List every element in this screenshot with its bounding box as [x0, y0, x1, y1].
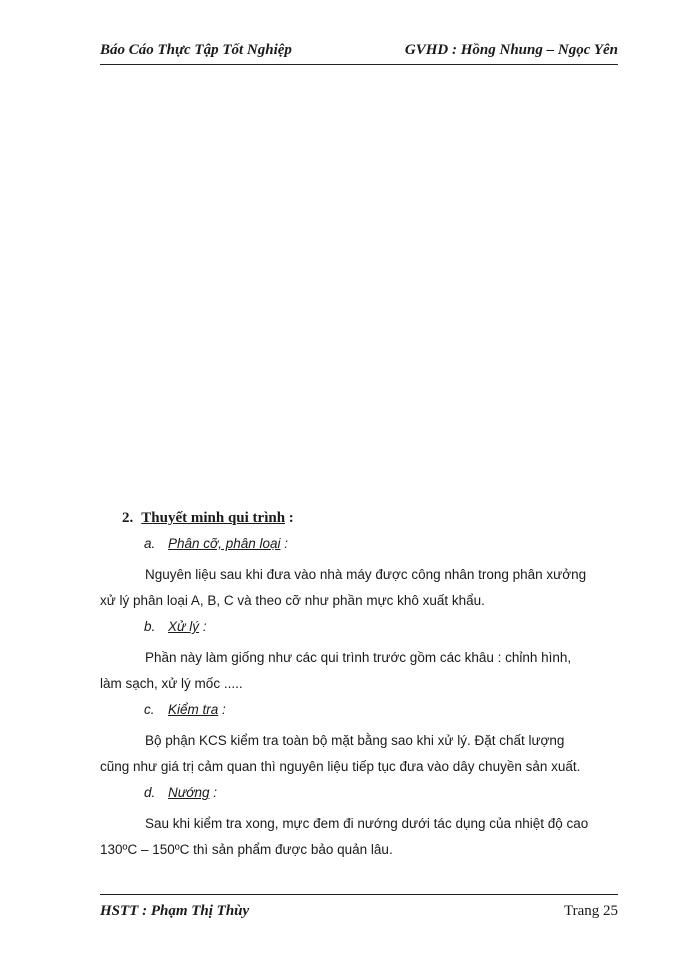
paragraph-line: Phần này làm giống như các qui trình trước gồm các khâu : chỉnh hình,	[145, 650, 572, 665]
page-number: Trang 25	[563, 903, 618, 919]
paragraph-line: xử lý phân loại A, B, C và theo cỡ như phần mực khô xuất khẩu.	[100, 593, 485, 608]
step-heading-a	[144, 531, 288, 557]
step-heading-b	[144, 614, 207, 640]
section-heading	[122, 505, 294, 531]
section-number: 2.	[122, 510, 134, 526]
page-footer	[100, 894, 618, 921]
page-header	[100, 42, 618, 65]
step-letter: b.	[144, 619, 156, 634]
step-label: Nướng	[168, 785, 210, 800]
step-colon: :	[218, 702, 226, 717]
section-colon: :	[285, 510, 294, 526]
step-label: Kiểm tra	[168, 702, 219, 717]
step-heading-d	[144, 780, 217, 806]
step-letter: a.	[144, 536, 156, 551]
step-heading-c	[144, 697, 226, 723]
header-supervisor: GVHD : Hồng Nhung – Ngọc Yên	[404, 42, 618, 58]
step-colon: :	[209, 785, 217, 800]
step-colon: :	[280, 536, 289, 551]
step-label: Xử lý	[168, 619, 200, 634]
paragraph-line: cũng như giá trị cảm quan thì nguyên liệu tiếp tục đưa vào dây chuyền sản xuất.	[100, 759, 581, 774]
paragraph-line: Nguyên liệu sau khi đưa vào nhà máy được công nhân trong phân xưởng	[145, 567, 587, 582]
step-paragraph-d	[100, 811, 618, 863]
step-paragraph-a	[100, 562, 618, 614]
section-title: Thuyết minh qui trình	[141, 510, 286, 526]
header-report-title: Báo Cáo Thực Tập Tốt Nghiệp	[100, 42, 292, 58]
step-paragraph-c	[100, 728, 618, 780]
step-letter: c.	[144, 702, 155, 717]
paragraph-line: Sau khi kiểm tra xong, mực đem đi nướng dưới tác dụng của nhiệt độ cao	[145, 816, 589, 831]
step-letter: d.	[144, 785, 156, 800]
step-label: Phân cỡ, phân loại	[168, 536, 281, 551]
step-colon: :	[199, 619, 207, 634]
step-paragraph-b	[100, 645, 618, 697]
footer-student: HSTT : Phạm Thị Thùy	[100, 903, 250, 919]
paragraph-line: 130ºC – 150ºC thì sản phẩm được bảo quản lâu.	[100, 842, 393, 857]
paragraph-line: Bộ phận KCS kiểm tra toàn bộ mặt bằng sao khi xử lý. Đặt chất lượng	[145, 733, 565, 748]
paragraph-line: làm sạch, xử lý mốc .....	[100, 676, 243, 691]
